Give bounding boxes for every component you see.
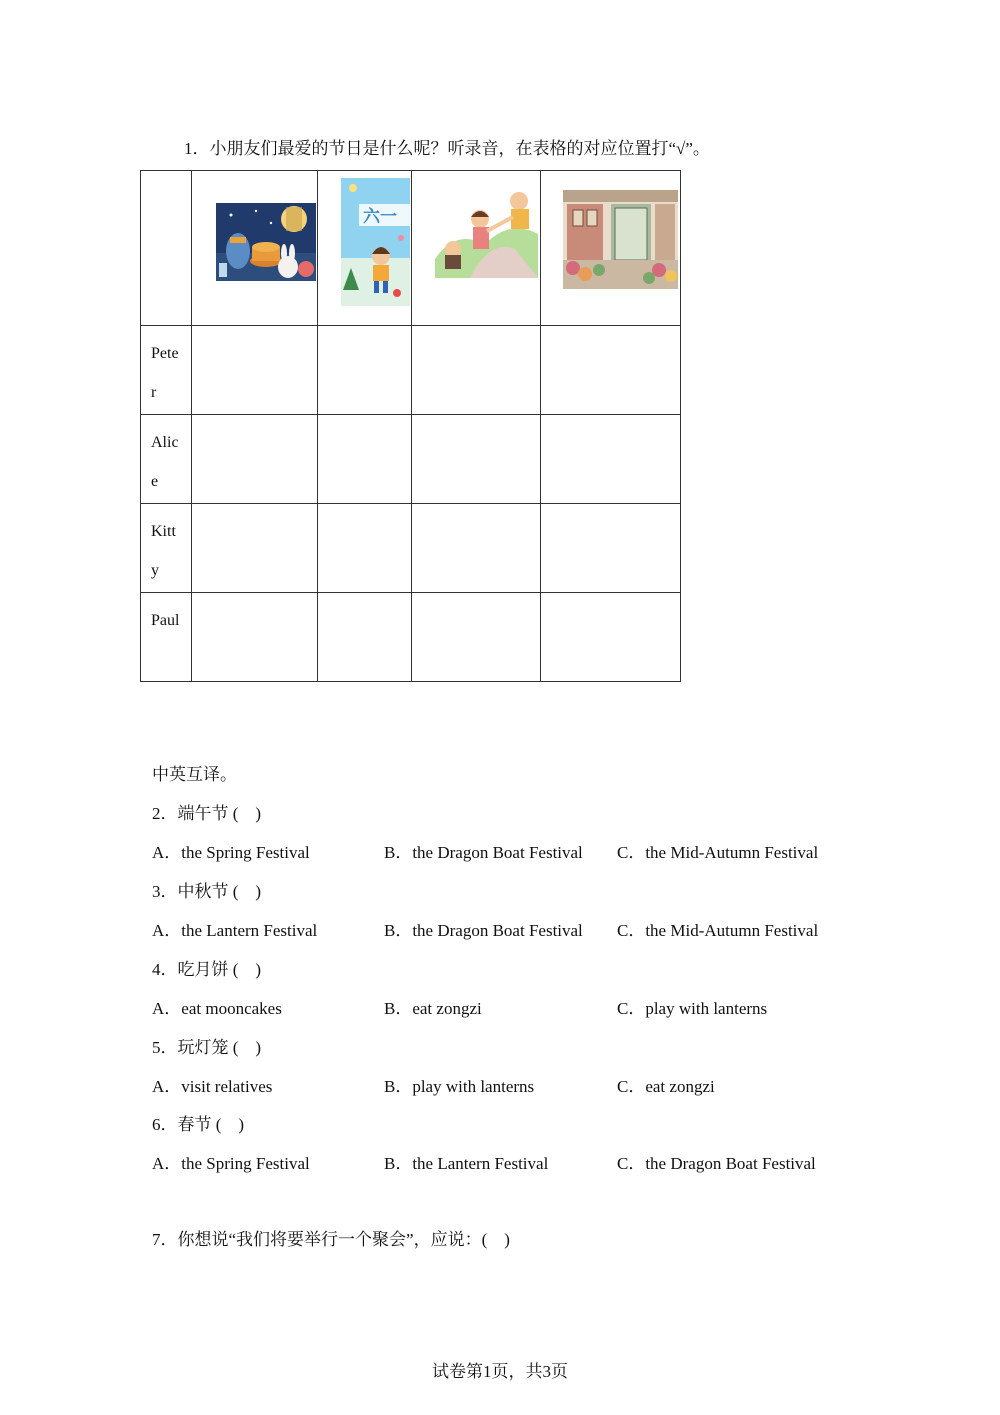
question-4-stem: 4．吃月饼 ( ) <box>152 960 262 979</box>
answer-cell[interactable] <box>541 504 681 593</box>
answer-cell[interactable] <box>318 593 412 682</box>
question-number: 1． <box>184 139 210 158</box>
question-3-stem: 3．中秋节 ( ) <box>152 882 262 901</box>
name-cell: Peter <box>141 326 192 415</box>
page-footer: 试卷第1页，共3页 <box>432 1362 568 1381</box>
question-1-title <box>184 134 710 159</box>
answer-cell[interactable] <box>318 326 412 415</box>
option-b[interactable]: B．play with lanterns <box>384 1077 535 1096</box>
question-2-stem: 2．端午节 ( ) <box>152 804 262 823</box>
answer-cell[interactable] <box>541 415 681 504</box>
option-b[interactable]: B．the Dragon Boat Festival <box>384 921 583 940</box>
option-c[interactable]: C．the Dragon Boat Festival <box>617 1154 816 1173</box>
question-6-stem: 6．春节 ( ) <box>152 1115 245 1134</box>
mid-autumn-festival-picture <box>216 203 316 281</box>
answer-cell[interactable] <box>541 326 681 415</box>
answer-cell[interactable] <box>412 415 541 504</box>
answer-cell[interactable] <box>192 326 318 415</box>
section-heading: 中英互译。 <box>152 765 237 784</box>
question-7-stem: 7．你想说“我们将要举行一个聚会”，应说：( ) <box>152 1230 510 1249</box>
option-c[interactable]: C．eat zongzi <box>617 1077 715 1096</box>
question-text: 小朋友们最爱的节日是什么呢？听录音，在表格的对应位置打“√”。 <box>209 139 710 158</box>
option-a[interactable]: A．the Spring Festival <box>152 1154 310 1173</box>
name-cell: Kitty <box>141 504 192 593</box>
header-empty-cell <box>141 171 192 326</box>
option-a[interactable]: A．the Spring Festival <box>152 843 310 862</box>
answer-cell[interactable] <box>192 504 318 593</box>
answer-cell[interactable] <box>192 593 318 682</box>
option-c[interactable]: C．play with lanterns <box>617 999 768 1018</box>
childrens-day-picture <box>341 178 410 306</box>
name-cell: Alice <box>141 415 192 504</box>
answer-cell[interactable] <box>412 326 541 415</box>
option-b[interactable]: B．the Dragon Boat Festival <box>384 843 583 862</box>
option-c[interactable]: C．the Mid-Autumn Festival <box>617 921 819 940</box>
name-cell: Paul <box>141 593 192 682</box>
answer-cell[interactable] <box>412 504 541 593</box>
svg-text:六一: 六一 <box>363 207 397 227</box>
option-a[interactable]: A．the Lantern Festival <box>152 921 318 940</box>
answer-cell[interactable] <box>192 415 318 504</box>
flower-shop-picture <box>563 190 678 289</box>
climbing-picture <box>435 189 538 278</box>
option-a[interactable]: A．visit relatives <box>152 1077 273 1096</box>
answer-cell[interactable] <box>541 593 681 682</box>
question-5-stem: 5．玩灯笼 ( ) <box>152 1038 262 1057</box>
answer-cell[interactable] <box>412 593 541 682</box>
option-b[interactable]: B．the Lantern Festival <box>384 1154 549 1173</box>
option-b[interactable]: B．eat zongzi <box>384 999 482 1018</box>
option-c[interactable]: C．the Mid-Autumn Festival <box>617 843 819 862</box>
option-a[interactable]: A．eat mooncakes <box>152 999 282 1018</box>
answer-cell[interactable] <box>318 415 412 504</box>
answer-cell[interactable] <box>318 504 412 593</box>
